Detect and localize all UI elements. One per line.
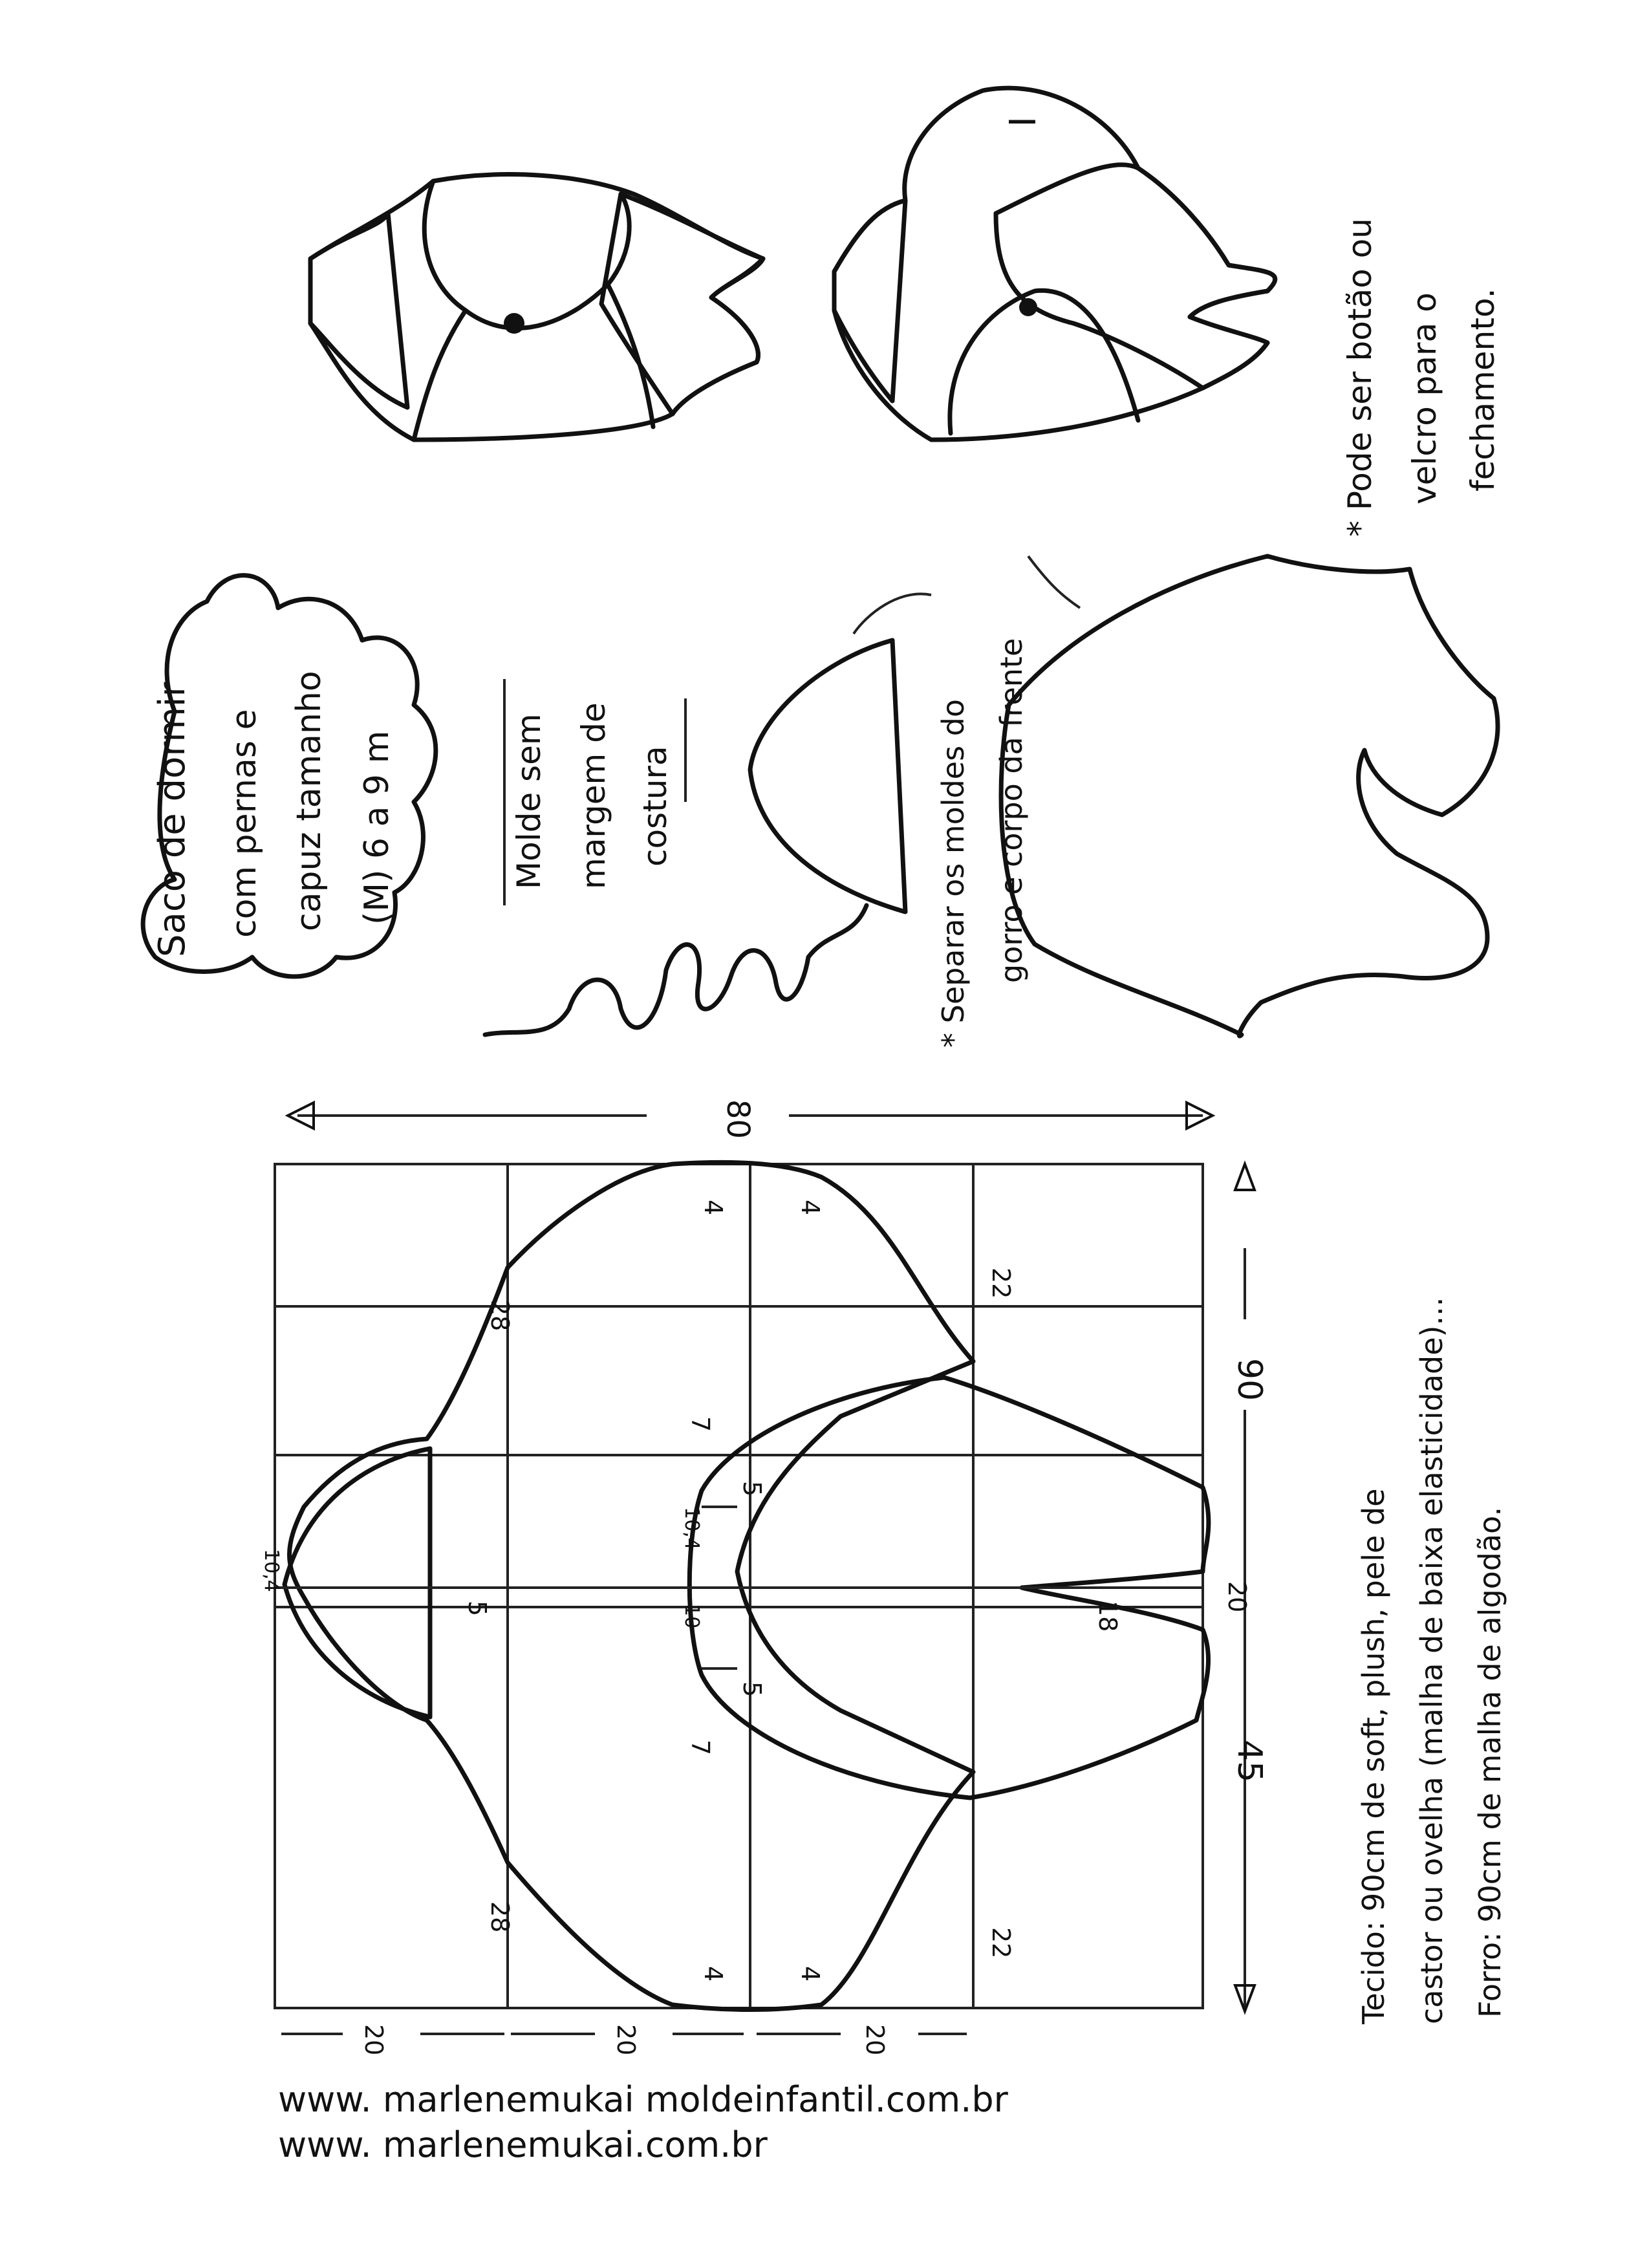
signature: [485, 905, 867, 1035]
leg-20-label: 20: [1223, 1581, 1251, 1613]
molde-line-1: Molde sem: [510, 713, 548, 889]
title-line-1: Saco de dormir: [151, 682, 193, 957]
front-7-bottom-label: 7: [686, 1740, 715, 1756]
separated-front-piece: [1001, 556, 1498, 1036]
finished-bag-side-view: [834, 88, 1275, 440]
front-7-top-label: 7: [686, 1416, 715, 1432]
separated-hood-piece: [750, 640, 905, 912]
title-line-3: capuz tamanho: [290, 671, 329, 931]
closure-note: [1341, 218, 1502, 537]
back-body-outline: [290, 1162, 974, 2009]
upper-28-label: 28: [486, 1300, 514, 1332]
hood-piece: [285, 1449, 430, 1717]
bottom-20-b-label: 20: [612, 2024, 640, 2056]
bottom-20-a-label: 20: [360, 2024, 388, 2056]
front-5-top-label: 5: [738, 1481, 766, 1497]
separar-line-2: gorro e corpo da frente: [994, 638, 1029, 983]
fechamento-line-3: fechamento.: [1464, 288, 1502, 491]
front-10-label: 10: [680, 1604, 703, 1629]
separar-line-1: * Separar os moldes do: [936, 698, 971, 1048]
lower-28-label: 28: [486, 1901, 514, 1933]
fabric-line-1: Tecido: 90cm de soft, plush, pele de: [1356, 1488, 1391, 2024]
height-total-label: 90: [1230, 1358, 1269, 1401]
half-height-label: 45: [1230, 1740, 1269, 1783]
width-total-label: 80: [720, 1099, 756, 1139]
leg-18-label: 18: [1094, 1601, 1122, 1632]
molde-line-3: costura: [636, 746, 674, 867]
fabric-note: [1356, 1297, 1507, 2025]
fabric-line-2: castor ou ovelha (malha de baixa elasticidade)...: [1414, 1297, 1449, 2024]
front-5-bottom-label: 5: [738, 1681, 766, 1698]
marker-label: I: [1000, 116, 1042, 127]
fechamento-line-2: velcro para o: [1406, 292, 1443, 504]
curve-4-b-label: 4: [796, 1200, 824, 1216]
curve-4-a-label: 4: [699, 1200, 727, 1216]
hood-10-4-label: 10,4: [260, 1549, 283, 1592]
curve-4-c-label: 4: [699, 1966, 727, 1982]
seam-allowance-note: [504, 679, 685, 905]
title-line-4: (M) 6 a 9 m: [358, 730, 396, 925]
molde-line-2: margem de: [575, 702, 612, 889]
title-text: [151, 671, 396, 957]
title-line-2: com pernas e: [225, 709, 264, 938]
separate-pieces-note: [854, 556, 1080, 1048]
url-line-1[interactable]: www. marlenemukai moldeinfantil.com.br: [278, 2079, 1008, 2120]
url-line-2[interactable]: www. marlenemukai.com.br: [278, 2124, 768, 2165]
upper-22-label: 22: [987, 1268, 1015, 1299]
fabric-line-3: Forro: 90cm de malha de algodão.: [1472, 1506, 1507, 2018]
curve-4-d-label: 4: [796, 1966, 824, 1982]
bottom-20-c-label: 20: [861, 2024, 889, 2056]
front-10-4-label: 10,4: [680, 1507, 703, 1550]
finished-bag-front-view: [310, 175, 763, 440]
fechamento-line-1: * Pode ser botão ou: [1341, 218, 1379, 537]
hood-5-label: 5: [463, 1601, 491, 1617]
lower-22-label: 22: [987, 1927, 1015, 1959]
